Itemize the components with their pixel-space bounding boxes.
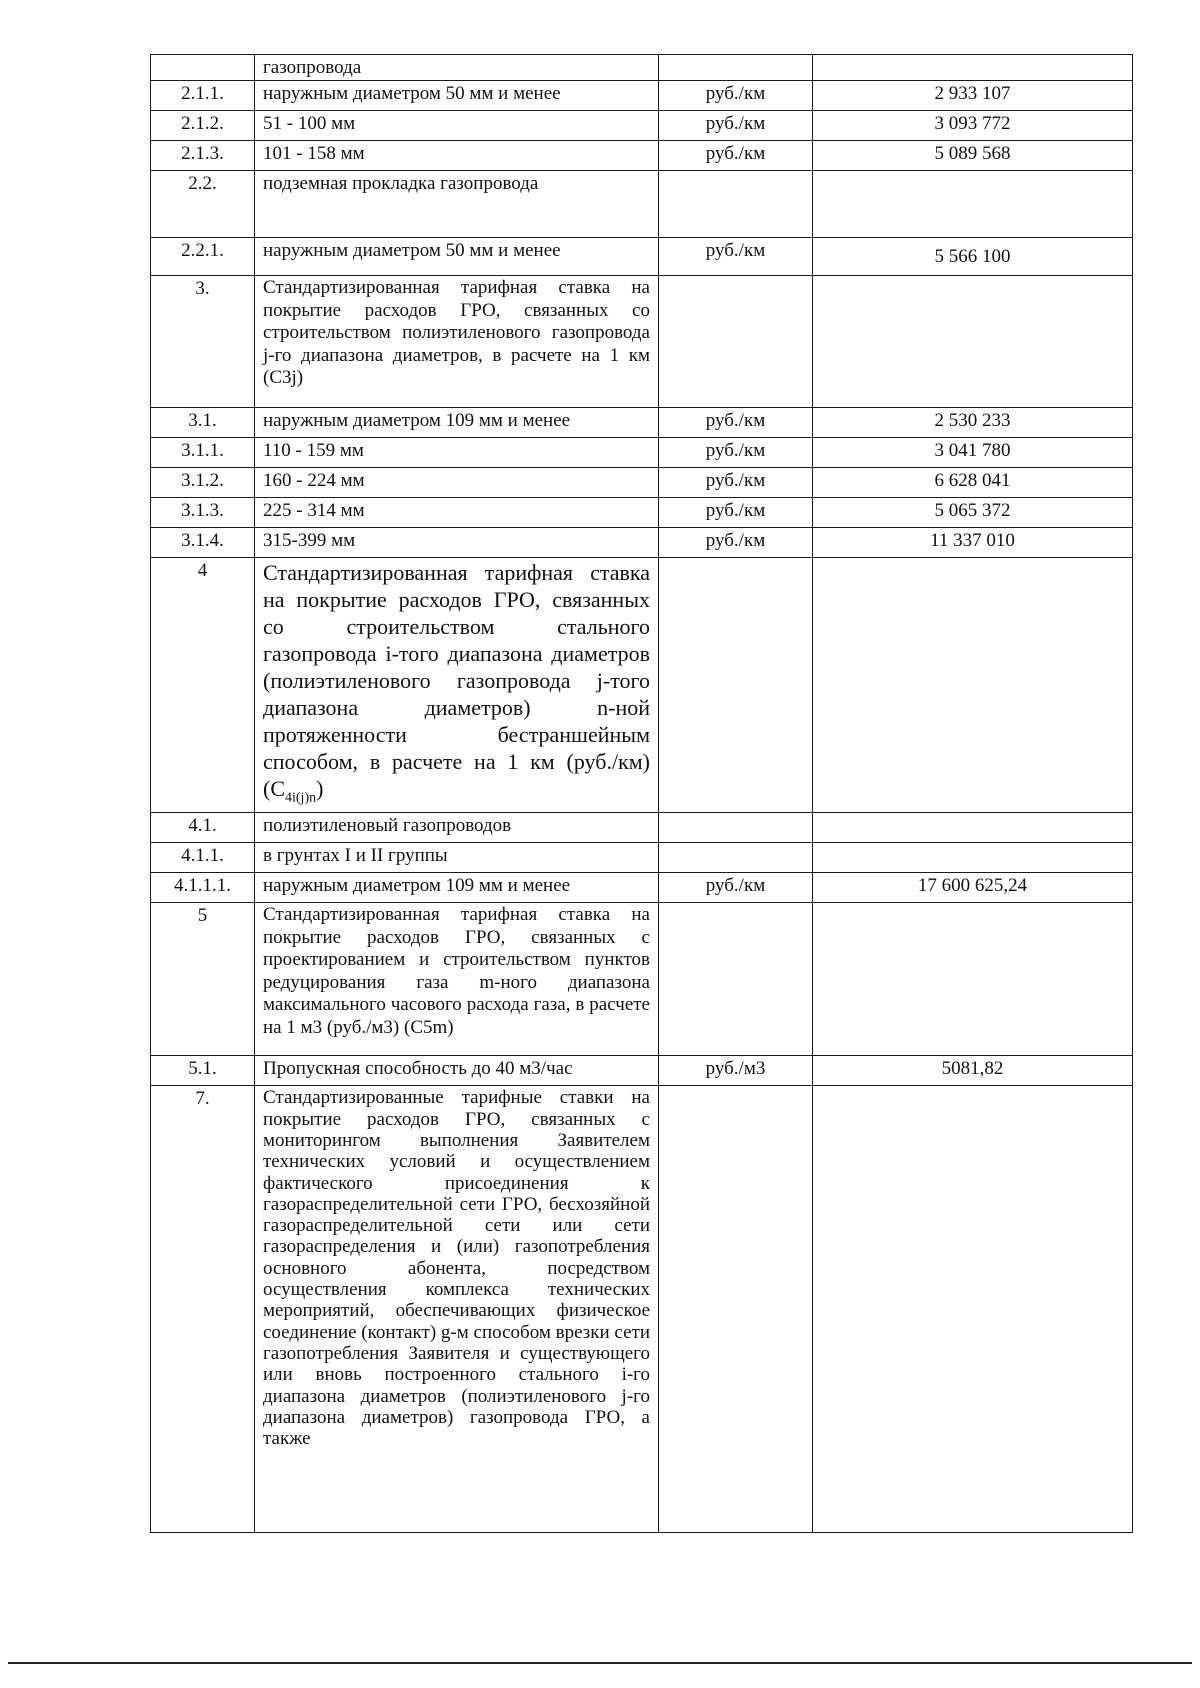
row-value [813,1086,1133,1533]
table-row [151,81,1133,111]
row-description: подземная прокладка газопровода [255,171,659,238]
row-unit [659,903,813,1056]
row-unit: руб./км [659,438,813,468]
row-description: наружным диаметром 109 мм и менее [255,408,659,438]
row-description: Пропускная способность до 40 м3/час [255,1056,659,1086]
table-row [151,141,1133,171]
row-value [813,558,1133,813]
row-description: 315-399 мм [255,528,659,558]
rate-symbol: (С [263,776,285,801]
row-number: 2.2.1. [151,238,255,276]
row-number: 3.1. [151,408,255,438]
row-unit: руб./км [659,498,813,528]
row-description: газопровода [255,55,659,81]
table-row [151,843,1133,873]
row-description: наружным диаметром 50 мм и менее [255,238,659,276]
page-bottom-rule [8,1662,1192,1664]
row-value: 5081,82 [813,1056,1133,1086]
row-number: 5 [151,903,255,1056]
row-description-text: Стандартизированная тарифная ставка на покрытие расходов ГРО, связанных со строительством стального газопровода i-того диапазона диаметров (полиэтиленового газопровода j-того диапазона диаметров) n-ной протяженности бестраншейным способом, в расчете на 1 км (руб./км) [263,560,650,774]
row-unit [659,843,813,873]
row-value [813,171,1133,238]
row-unit: руб./км [659,408,813,438]
table-row [151,903,1133,1056]
row-value [813,903,1133,1056]
row-number: 4.1. [151,813,255,843]
table-row [151,111,1133,141]
row-unit [659,276,813,408]
row-number: 3.1.3. [151,498,255,528]
row-unit [659,558,813,813]
row-number: 4 [151,558,255,813]
row-unit [659,1086,813,1533]
table-row [151,408,1133,438]
row-description: 110 - 159 мм [255,438,659,468]
row-description: наружным диаметром 50 мм и менее [255,81,659,111]
table-row [151,171,1133,238]
table-row [151,528,1133,558]
row-value: 5 089 568 [813,141,1133,171]
table-row [151,813,1133,843]
row-value: 11 337 010 [813,528,1133,558]
row-unit: руб./км [659,468,813,498]
row-unit: руб./км [659,528,813,558]
row-number: 3. [151,276,255,408]
row-description: Стандартизированные тарифные ставки на покрытие расходов ГРО, связанных с мониторингом выполнения Заявителем технических условий и осуществлением фактического присоединения к газораспределительной сети ГРО, бесхозяйной газораспределительной сети или сети газораспределения и (или) газопотребления основного абонента, посредством осуществления комплекса технических мероприятий, обеспечивающих физическое соединение (контакт) g-м способом врезки сети газопотребления Заявителя и существующего или вновь построенного стального i-го диапазона диаметров (полиэтиленового j-го диапазона диаметров) газопровода ГРО, а также [255,1086,659,1533]
row-value [813,276,1133,408]
table-row [151,1056,1133,1086]
row-description: полиэтиленовый газопроводов [255,813,659,843]
row-number: 2.1.1. [151,81,255,111]
table-row [151,1086,1133,1533]
row-number: 3.1.1. [151,438,255,468]
row-description: Стандартизированная тарифная ставка на покрытие расходов ГРО, связанных со строительством полиэтиленового газопровода j-го диапазона диаметров, в расчете на 1 км (С3j) [255,276,659,408]
row-unit: руб./км [659,873,813,903]
row-value: 3 041 780 [813,438,1133,468]
row-value [813,843,1133,873]
row-description: 101 - 158 мм [255,141,659,171]
row-number: 4.1.1.1. [151,873,255,903]
table-row [151,238,1133,276]
rate-symbol-close: ) [316,776,324,801]
row-unit: руб./км [659,141,813,171]
tariff-table [150,54,1133,1533]
row-description: 225 - 314 мм [255,498,659,528]
rate-symbol-subscript: 4i(j)n [285,790,317,806]
row-value: 2 933 107 [813,81,1133,111]
row-unit: руб./м3 [659,1056,813,1086]
row-value: 5 065 372 [813,498,1133,528]
row-value: 5 566 100 [813,238,1133,276]
row-description: наружным диаметром 109 мм и менее [255,873,659,903]
row-unit [659,55,813,81]
table-row [151,558,1133,813]
row-value [813,55,1133,81]
table-row [151,276,1133,408]
row-value: 2 530 233 [813,408,1133,438]
row-number: 3.1.4. [151,528,255,558]
row-value [813,813,1133,843]
row-value: 17 600 625,24 [813,873,1133,903]
row-number: 3.1.2. [151,468,255,498]
row-number: 5.1. [151,1056,255,1086]
row-number: 4.1.1. [151,843,255,873]
row-description [255,558,659,813]
row-number [151,55,255,81]
row-unit: руб./км [659,111,813,141]
row-description: 51 - 100 мм [255,111,659,141]
row-number: 7. [151,1086,255,1533]
row-value: 6 628 041 [813,468,1133,498]
row-unit: руб./км [659,81,813,111]
table-row [151,55,1133,81]
table-row [151,498,1133,528]
row-unit [659,171,813,238]
table-row [151,468,1133,498]
row-description: в грунтах I и II группы [255,843,659,873]
row-unit: руб./км [659,238,813,276]
row-number: 2.1.3. [151,141,255,171]
row-unit [659,813,813,843]
row-description: 160 - 224 мм [255,468,659,498]
row-number: 2.2. [151,171,255,238]
row-value: 3 093 772 [813,111,1133,141]
row-number: 2.1.2. [151,111,255,141]
table-row [151,873,1133,903]
row-description: Стандартизированная тарифная ставка на покрытие расходов ГРО, связанных с проектированием и строительством пунктов редуцирования газа m-ного диапазона максимального часового расхода газа, в расчете на 1 м3 (руб./м3) (С5m) [255,903,659,1056]
table-row [151,438,1133,468]
